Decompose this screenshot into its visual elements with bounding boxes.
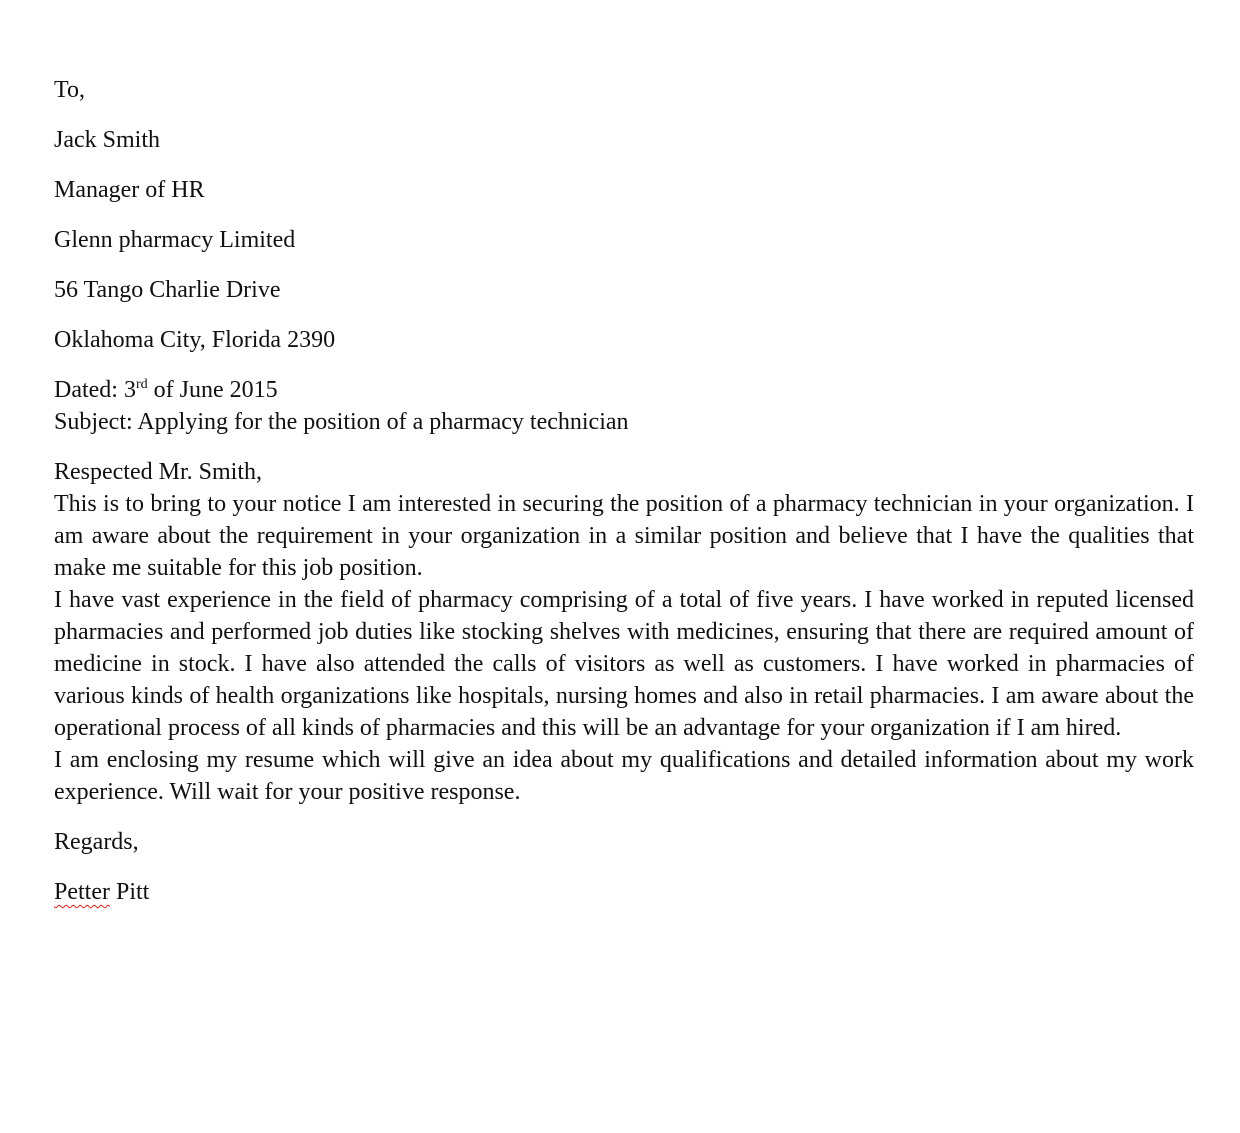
date-ordinal: rd [135,377,148,392]
recipient-city: Oklahoma City, Florida 2390 [54,327,336,353]
closing: Regards, [54,829,139,855]
body-paragraph-1: This is to bring to your notice I am interested in securing the position of a pharmacy technician in your organization. I am aware about the requirement in your organization in a similar position and believe that I have the qualities that make me suitable for this job position. [54,491,1194,581]
signature [54,876,1194,908]
signature-last-name: Pitt [115,879,150,905]
recipient-title: Manager of HR [54,177,205,203]
recipient-name: Jack Smith [54,127,160,153]
recipient-street: 56 Tango Charlie Drive [54,277,281,303]
body-paragraph-3: I am enclosing my resume which will give an idea about my qualifications and detailed information about my work experience. Will wait for your positive response. [54,747,1194,805]
recipient-company: Glenn pharmacy Limited [54,227,296,253]
to-line: To, [54,77,85,103]
date-prefix: Dated: 3 [54,377,136,403]
letter [54,74,1194,908]
signature-first-name: Petter [54,879,110,905]
date-line [54,374,1194,406]
subject-line: Subject: Applying for the position of a pharmacy technician [54,409,629,435]
body-paragraph-2: I have vast experience in the field of pharmacy comprising of a total of five years. I have worked in reputed licensed pharmacies and performed job duties like stocking shelves with medicines, ensuring that there are required amount of medicine in stock. I have also attended the calls of visitors as well as customers. I have worked in pharmacies of various kinds of health organizations like hospitals, nursing homes and also in retail pharmacies. I am aware about the operational process of all kinds of pharmacies and this will be an advantage for your organization if I am hired. [54,587,1194,741]
date-suffix: of June 2015 [147,377,278,403]
greeting: Respected Mr. Smith, [54,459,262,485]
